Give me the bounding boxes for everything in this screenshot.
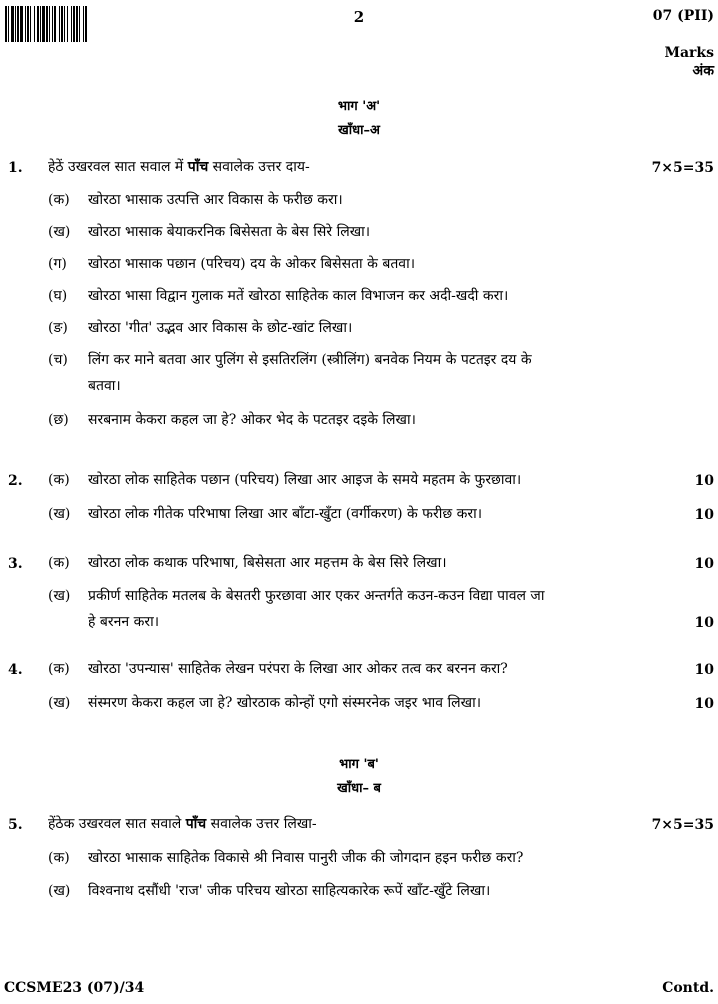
q1-item-text-continued: बतवा।	[88, 378, 121, 394]
question-5-marks: 7×5=35	[651, 817, 714, 833]
question-3-number: 3.	[8, 556, 23, 572]
section-a-group: खाँधा–अ	[338, 123, 380, 138]
footer-paper-code: CCSME23 (07)/34	[4, 980, 145, 996]
q3-item-label: (ख)	[48, 588, 71, 604]
q1-stem-c: सवालेक उत्तर दाय-	[208, 159, 310, 175]
q1-item-text: खोरठा भासा विद्वान गुलाक मतें खोरठा साहितेक काल विभाजन कर अदी-खदी करा।	[88, 288, 509, 304]
q1-item-text: खोरठा भासाक उत्पत्ति आर विकास के फरीछ करा।	[88, 192, 343, 208]
q1-item-label: (च)	[48, 352, 68, 368]
q4-item-marks: 10	[694, 696, 714, 712]
q1-item-label: (ख)	[48, 224, 71, 240]
q1-item-label: (छ)	[48, 412, 69, 428]
q4-item-label: (क)	[48, 661, 70, 677]
q3-item-text-continued: हे बरनन करा।	[88, 614, 160, 630]
question-5-stem	[48, 810, 317, 838]
q1-item-text: लिंग कर माने बतवा आर पुलिंग से इसतिरलिंग (स्त्रीलिंग) बनवेक नियम के पटतइर दय के	[88, 352, 532, 368]
q1-item-text: खोरठा भासाक बेयाकरनिक बिसेसता के बेस सिरे लिखा।	[88, 224, 371, 240]
question-2-number: 2.	[8, 473, 23, 489]
q5-item-text: विश्वनाथ दसौंधी 'राज' जीक परिचय खोरठा साहित्यकारेक रूपें खाँट-खुँटे लिखा।	[88, 883, 491, 899]
q5-item-label: (क)	[48, 850, 70, 866]
q4-item-text: संस्मरण केकरा कहल जा हे? खोरठाक कोन्हों एगो संस्मरनेक जइर भाव लिखा।	[88, 695, 482, 711]
question-5-number: 5.	[8, 817, 23, 833]
q2-item-label: (ख)	[48, 506, 71, 522]
q5-stem-c: सवालेक उत्तर लिखा-	[206, 816, 317, 832]
q1-item-text: खोरठा भासाक पछान (परिचय) दय के ओकर बिसेसता के बतवा।	[88, 256, 416, 272]
question-1-stem	[48, 153, 310, 181]
page-number: 2	[353, 8, 365, 26]
q5-item-label: (ख)	[48, 883, 71, 899]
q5-stem-bold: पाँच	[185, 816, 207, 832]
q1-item-text: सरबनाम केकरा कहल जा हे? ओकर भेद के पटतइर दइके लिखा।	[88, 412, 416, 428]
q1-stem-a: हेठें उखरवल सात सवाल में	[48, 159, 188, 175]
q2-item-text: खोरठा लोक गीतेक परिभाषा लिखा आर बाँटा-खुँटा (वर्गीकरण) के फरीछ करा।	[88, 506, 482, 522]
section-a-part: भाग 'अ'	[337, 99, 381, 114]
q1-item-label: (ङ)	[48, 320, 68, 336]
q3-item-text: खोरठा लोक कथाक परिभाषा, बिसेसता आर महत्तम के बेस सिरे लिखा।	[88, 555, 447, 571]
q3-item-marks: 10	[694, 615, 714, 631]
q2-item-label: (क)	[48, 472, 70, 488]
section-b-group: खाँधा– ब	[337, 781, 381, 796]
question-1-marks: 7×5=35	[651, 160, 714, 176]
question-1-number: 1.	[8, 160, 23, 176]
q1-stem-bold: पाँच	[187, 159, 209, 175]
marks-label-hi: अंक	[692, 63, 714, 79]
section-b-part: भाग 'ब'	[339, 757, 379, 772]
q2-item-marks: 10	[694, 473, 714, 489]
q1-item-label: (घ)	[48, 288, 68, 304]
q1-item-label: (क)	[48, 192, 70, 208]
q5-item-text: खोरठा भासाक साहितेक विकासे श्री निवास पानुरी जीक की जोगदान हइन फरीछ करा?	[88, 850, 524, 866]
question-4-number: 4.	[8, 662, 23, 678]
q3-item-marks: 10	[694, 556, 714, 572]
q5-stem-a: हेंठेक उखरवल सात सवाले	[48, 816, 186, 832]
q2-item-text: खोरठा लोक साहितेक पछान (परिचय) लिखा आर आइज के समये महतम के फुरछावा।	[88, 472, 522, 488]
marks-label-en: Marks	[664, 45, 714, 61]
q3-item-text: प्रकीर्ण साहितेक मतलब के बेसतरी फुरछावा आर एकर अन्तर्गते कउन-कउन विद्या पावल जा	[88, 588, 545, 604]
footer-continued: Contd.	[662, 980, 714, 996]
marks-heading	[664, 44, 714, 80]
paper-code: 07 (PII)	[652, 8, 714, 24]
q1-item-text: खोरठा 'गीत' उद्भव आर विकास के छोट-खांट लिखा।	[88, 320, 353, 336]
q4-item-marks: 10	[694, 662, 714, 678]
q4-item-text: खोरठा 'उपन्यास' साहितेक लेखन परंपरा के लिखा आर ओकर तत्व कर बरनन करा?	[88, 661, 508, 677]
q3-item-label: (क)	[48, 555, 70, 571]
q2-item-marks: 10	[694, 507, 714, 523]
q1-item-label: (ग)	[48, 256, 67, 272]
q4-item-label: (ख)	[48, 695, 71, 711]
